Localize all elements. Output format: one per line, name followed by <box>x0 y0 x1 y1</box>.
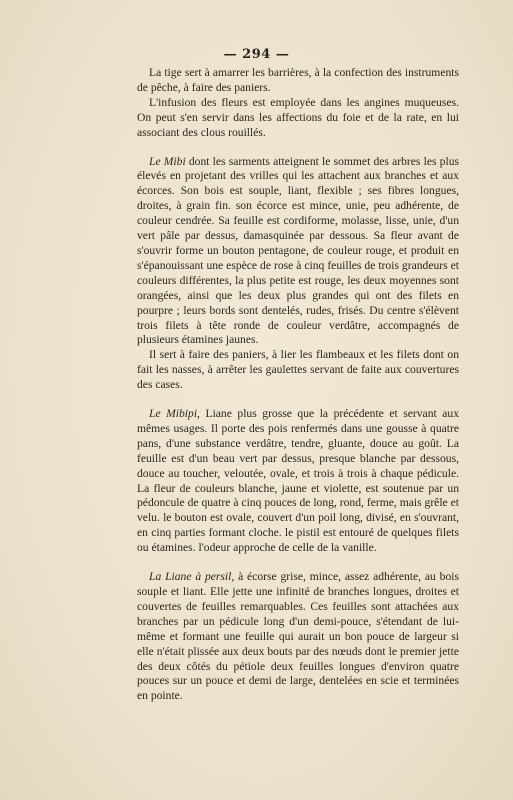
page-number: — 294 — <box>223 47 290 62</box>
paragraph-text: Liane plus grosse que la précédente et servant aux mêmes usages. Il porte des pois renfermés dans une gousse à quatre pans, d'une substance verdâtre, tendre, gluante, douce au goût. La feuille est d'un beau vert par dessus, presque blanche par dessous, douce au toucher, veloutée, ovale, et trois à trois à chaque pédicule. La fleur de couleurs blanche, jaune et violette, est soutenue par un pédoncule de quatre à cinq pouces de long, rond, ferme, mais grêle et velu. le bouton est ovale, couvert d'un poil long, divisé, en s'ouvrant, en cinq parties formant cloche. le pistil est entouré de quelques filets ou étamines. l'odeur approche de celle de la vanille. <box>137 407 459 555</box>
paragraph-infusion <box>137 96 459 141</box>
paragraph-text: L'infusion des fleurs est employée dans les angines muqueuses. On peut s'en servir dans les affections du foie et de la rate, en lui associant des clous rouillés. <box>137 95 459 139</box>
paragraph-text: La tige sert à amarrer les barrières, à la confection des instruments de pêche, à faire des paniers. <box>137 66 459 94</box>
body-text <box>137 66 459 704</box>
paragraph-tige <box>137 66 459 96</box>
paragraph-mibi <box>137 155 459 349</box>
species-name-mibipi: Le Mibipi, <box>149 407 200 421</box>
species-name-mibi: Le Mibi <box>149 154 186 168</box>
paragraph-text: à écorse grise, mince, assez adhérente, au bois souple et liant. Elle jette une infinité de branches longues, droites et couvertes de feuilles remarquables. Ces feuilles sont attachées aux branches par un pédicule long d'un demi-pouce, s'étendant de lui-même et formant une feuille qui aurait un bon pouce de largeur si elle n'était plissée aux deux bouts par des nœuds dont le premier jette des deux côtés du pétiole deux feuilles longues d'environ quatre pouces sur un pouce et demi de large, dentelées en scie et terminées en pointe. <box>137 570 459 703</box>
paragraph-text: dont les sarments atteignent le sommet des arbres les plus élevés en projetant des vrilles qui les attachent aux branches et aux écorces. Son bois est souple, liant, flexible ; ses fibres longues, droites, à grain fin. son écorce est mince, unie, peu adhérente, de couleur cendrée. Sa feuille est cordiforme, molasse, lisse, unie, d'un vert pâle par dessus, damasquinée par dessous. Sa fleur avant de s'ouvrir forme un bouton pentagone, de couleur rouge, et produit en s'épanouissant une espèce de rose à cinq feuilles de trois grandeurs et couleurs différentes, la plus petite est rouge, les deux moyennes sont orangées, ainsi que les deux plus grandes qui ont des filets en pourpre ; leurs bords sont dentelés, rudes, frisés. Du centre s'élèvent trois filets à tête ronde de couleur verdâtre, accompagnés de plusieurs étamines jaunes. <box>137 154 460 347</box>
paragraph-mibipi <box>137 407 459 556</box>
paragraph-text: Il sert à faire des paniers, à lier les flambeaux et les filets dont on fait les nasses, à arrêter les gaulettes servant de faite aux couvertures des cases. <box>137 348 459 392</box>
paragraph-mibi-uses <box>137 348 459 393</box>
paragraph-liane-persil <box>137 570 459 704</box>
species-name-liane-persil: La Liane à persil, <box>149 570 235 584</box>
